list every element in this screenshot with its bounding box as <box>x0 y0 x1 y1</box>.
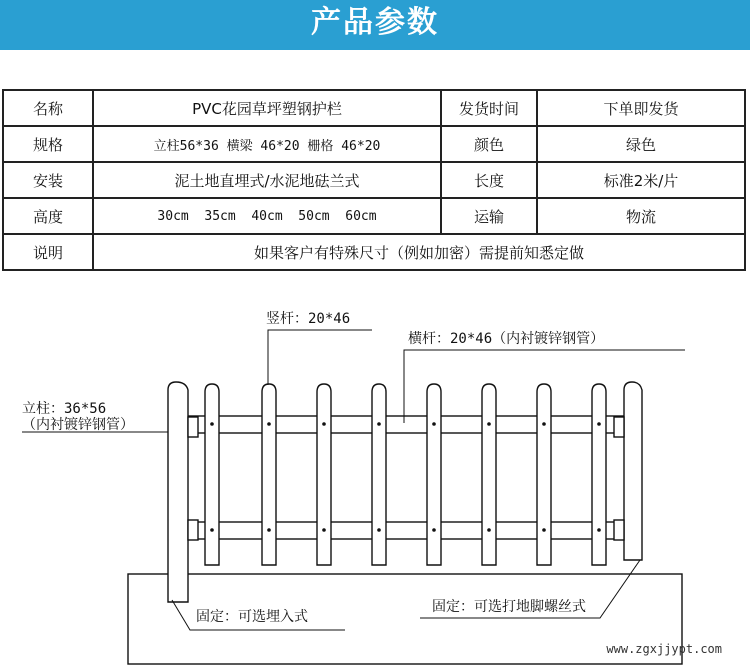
spec-value: 30cm 35cm 40cm 50cm 60cm <box>93 198 441 234</box>
table-row <box>3 162 745 198</box>
picket <box>262 384 276 565</box>
picket <box>482 384 496 565</box>
spec-value: 绿色 <box>537 126 745 162</box>
left-post <box>168 382 188 602</box>
spec-value: 泥土地直埋式/水泥地砝兰式 <box>93 162 441 198</box>
spec-label: 长度 <box>441 162 537 198</box>
top-rail <box>188 416 632 433</box>
picket <box>372 384 386 565</box>
post-label-line1: 立柱：36*56 <box>22 401 107 417</box>
spec-label: 颜色 <box>441 126 537 162</box>
spec-value: PVC花园草坪塑钢护栏 <box>93 90 441 126</box>
spec-table <box>2 89 746 271</box>
spec-label: 高度 <box>3 198 93 234</box>
spec-value: 立柱56*36 横梁 46*20 栅格 46*20 <box>93 126 441 162</box>
spec-label: 运输 <box>441 198 537 234</box>
note-label: 说明 <box>3 234 93 270</box>
bottom-rail <box>188 522 632 539</box>
spec-value: 物流 <box>537 198 745 234</box>
spec-label: 规格 <box>3 126 93 162</box>
table-row <box>3 198 745 234</box>
picket-leader <box>268 330 372 385</box>
picket <box>592 384 606 565</box>
title-banner <box>0 0 750 50</box>
fix-right-label: 固定：可选打地脚螺丝式 <box>432 599 586 615</box>
bracket <box>614 417 624 437</box>
spec-value: 下单即发货 <box>537 90 745 126</box>
picket <box>205 384 219 565</box>
spec-label: 发货时间 <box>441 90 537 126</box>
fix-left-label: 固定：可选埋入式 <box>196 609 308 625</box>
note-value: 如果客户有特殊尺寸（例如加密）需提前知悉定做 <box>93 234 745 270</box>
page-title: 产品参数 <box>311 5 439 40</box>
bracket <box>188 520 198 540</box>
rail-label: 横杆：20*46（内衬镀锌钢管） <box>408 331 605 347</box>
table-row <box>3 126 745 162</box>
right-post <box>624 382 642 560</box>
post-label-line2: （内衬镀锌钢管） <box>22 417 134 433</box>
picket <box>427 384 441 565</box>
watermark: www.zgxjjypt.com <box>606 642 722 656</box>
spec-value: 标准2米/片 <box>537 162 745 198</box>
spec-label: 名称 <box>3 90 93 126</box>
picket <box>317 384 331 565</box>
spec-label: 安装 <box>3 162 93 198</box>
bracket <box>188 417 198 437</box>
picket-label: 竖杆：20*46 <box>266 311 351 327</box>
picket <box>537 384 551 565</box>
bracket <box>614 520 624 540</box>
table-row <box>3 90 745 126</box>
fence-diagram <box>0 290 750 671</box>
table-row <box>3 234 745 270</box>
